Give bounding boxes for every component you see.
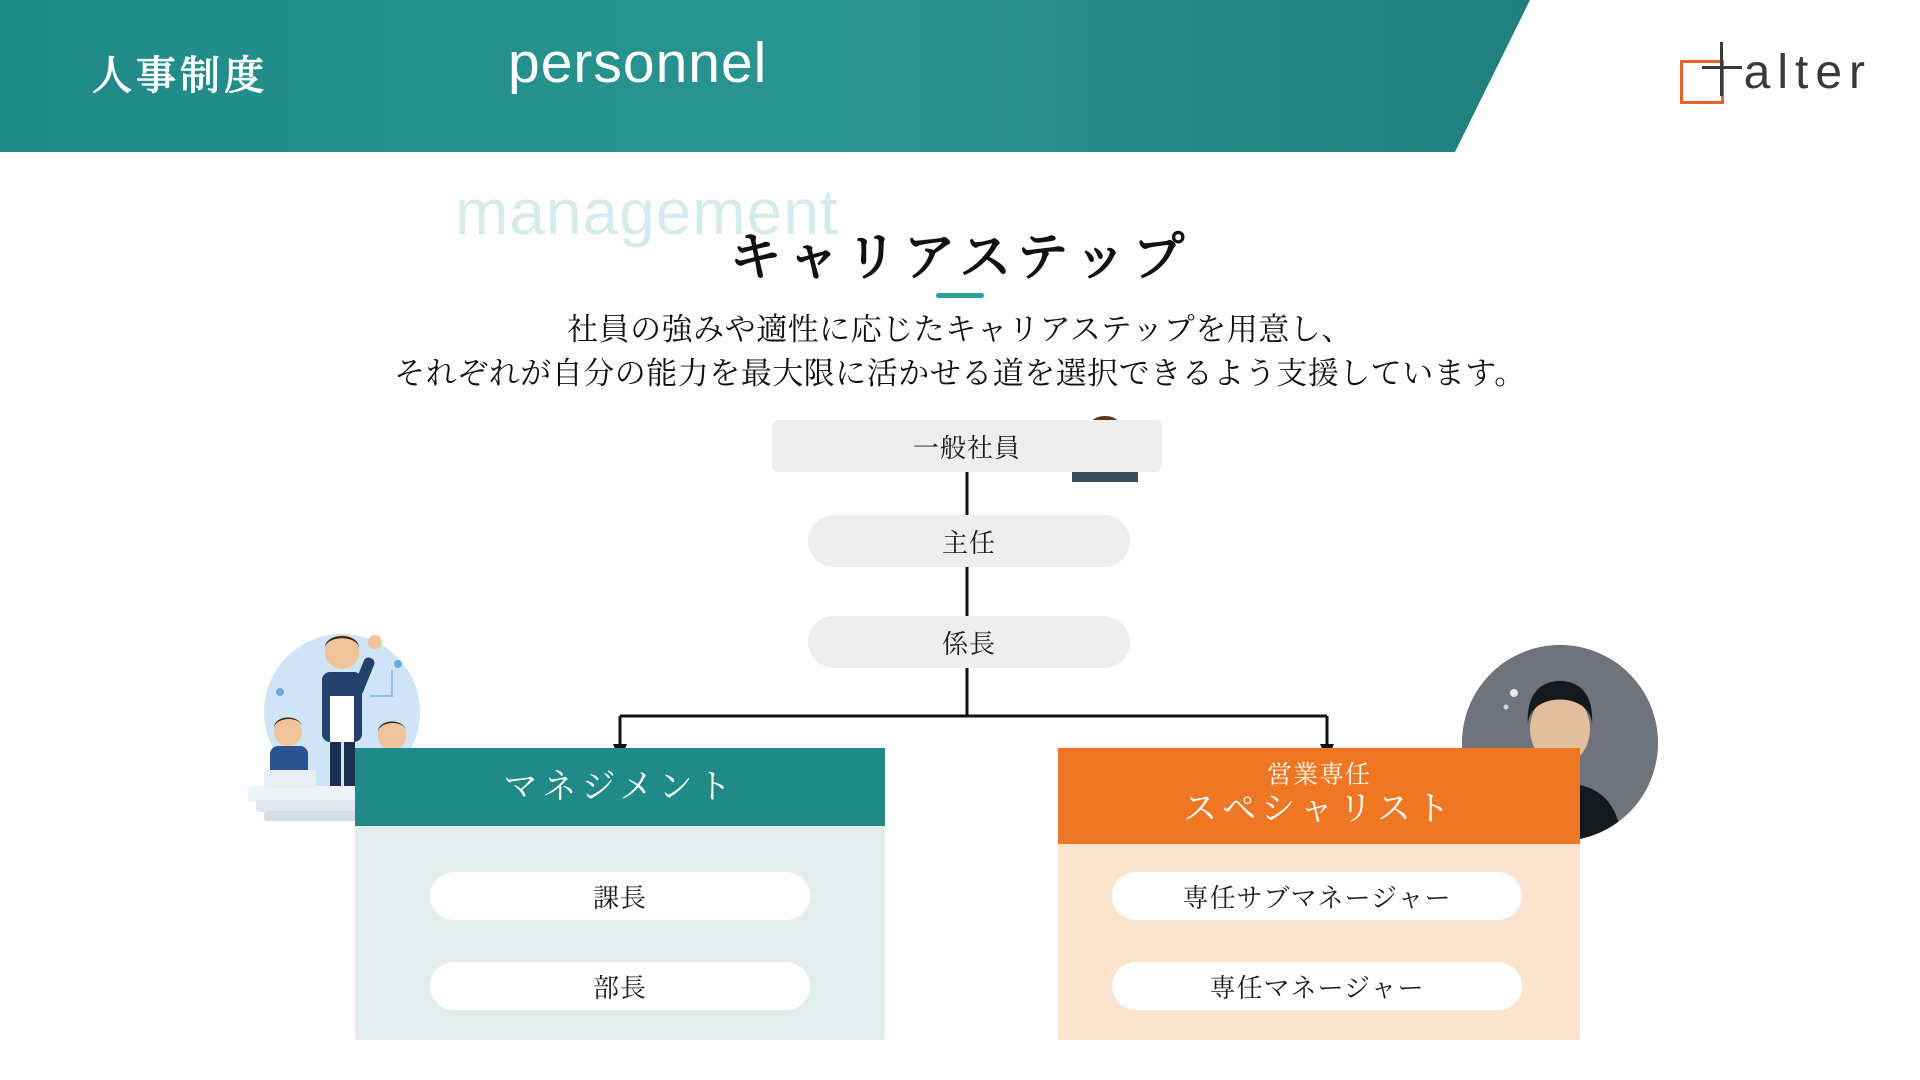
- header-category-jp: 人事制度: [92, 54, 268, 98]
- branch-heading-management: [355, 748, 885, 826]
- career-node-section-chief[interactable]: 係長: [808, 616, 1130, 668]
- logo-mark-icon: [1680, 42, 1742, 104]
- watermark-text: management: [455, 176, 839, 248]
- branch-heading-specialist-sub: 営業専任: [1266, 760, 1371, 789]
- branch-step-specialist-2[interactable]: 専任マネージャー: [1112, 962, 1522, 1010]
- branch-heading-specialist: [1058, 748, 1580, 844]
- title-underline: [936, 293, 984, 298]
- branch-heading-specialist-main: スペシャリスト: [1183, 790, 1455, 829]
- lead-paragraph: [0, 308, 1920, 396]
- career-node-chief[interactable]: 主任: [808, 515, 1130, 567]
- page-title: キャリアステップ: [729, 229, 1191, 287]
- logo-wordmark: alter: [1743, 46, 1872, 99]
- branch-heading-management-main: マネジメント: [503, 767, 737, 806]
- lead-line-1: 社員の強みや適性に応じたキャリアステップを用意し、: [567, 312, 1353, 347]
- career-node-general-employee[interactable]: 一般社員: [772, 420, 1162, 472]
- branch-step-management-1[interactable]: 課長: [430, 872, 810, 920]
- header-category-en: personnel: [508, 31, 768, 95]
- branch-step-management-2[interactable]: 部長: [430, 962, 810, 1010]
- brand-logo[interactable]: [1680, 38, 1872, 108]
- lead-line-2: それぞれが自分の能力を最大限に活かせる道を選択できるよう支援しています。: [394, 356, 1526, 392]
- branch-step-specialist-1[interactable]: 専任サブマネージャー: [1112, 872, 1522, 920]
- page-header: [0, 0, 1920, 152]
